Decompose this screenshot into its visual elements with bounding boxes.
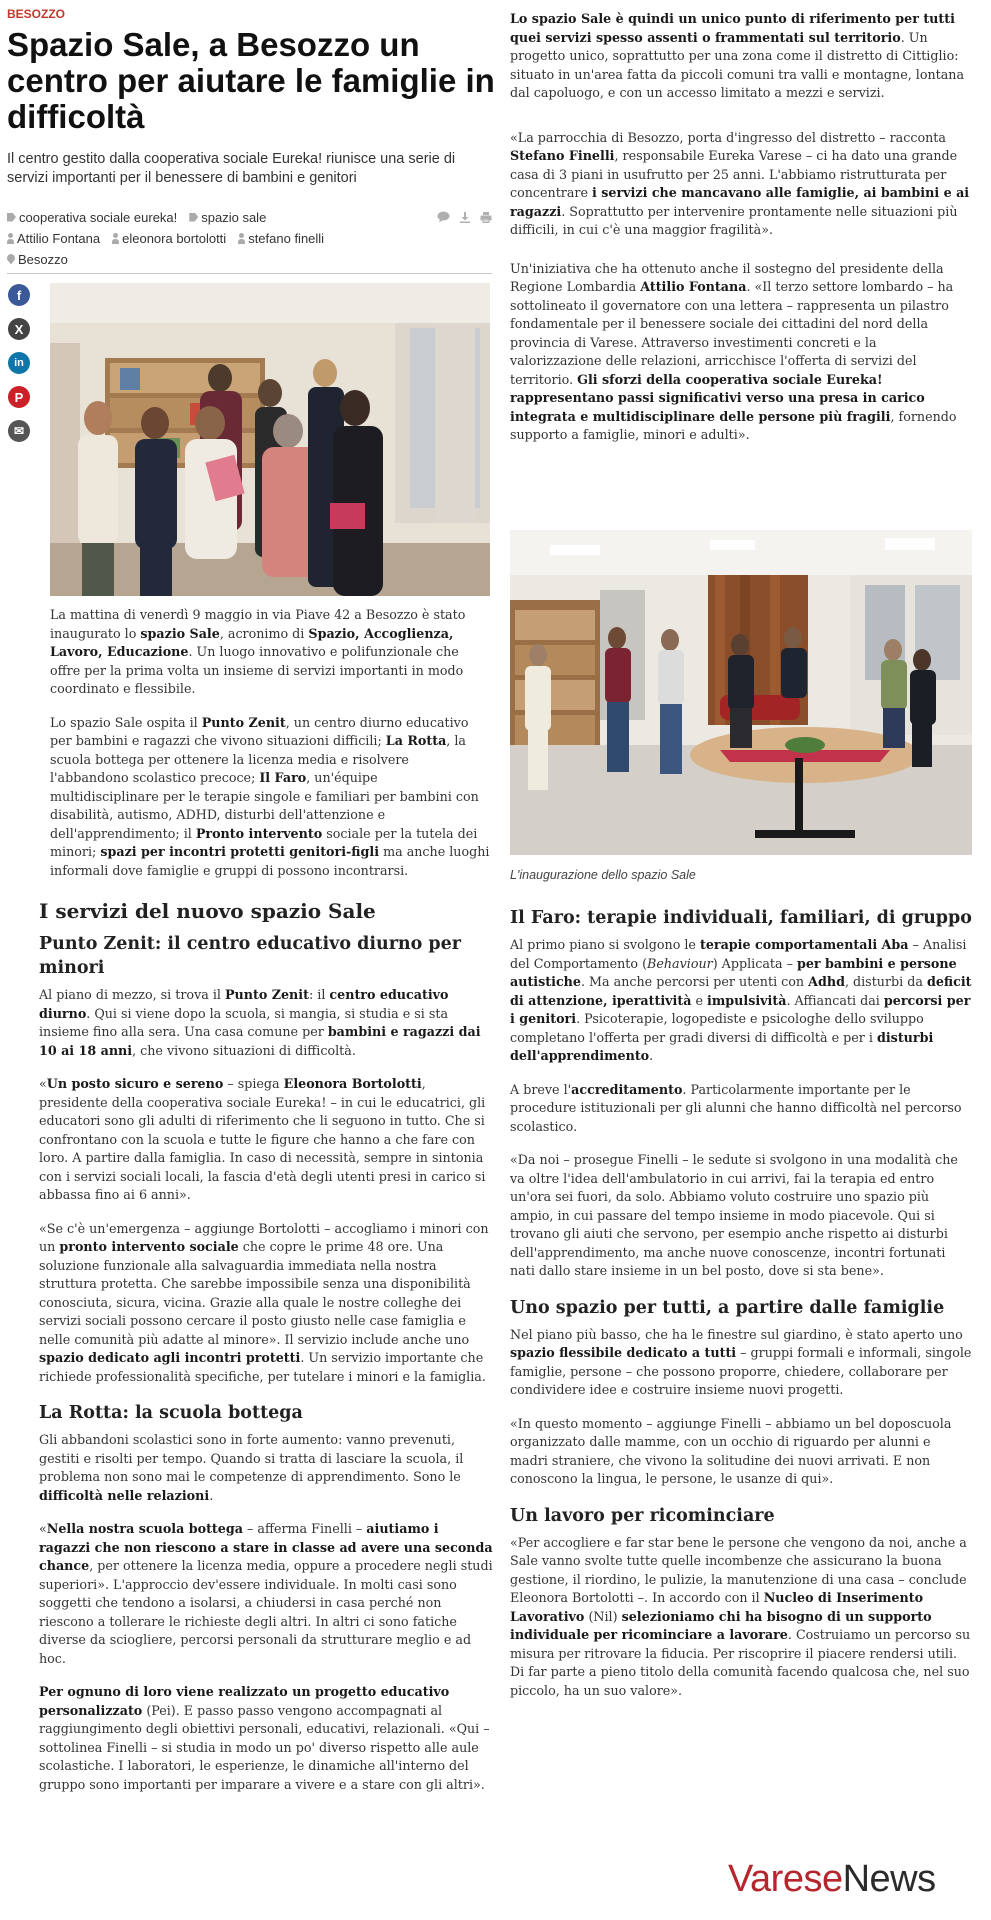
rotta-paragraph: Per ognuno di loro viene realizzato un progetto educativo personalizzato (Pei). E passo passo vengono accompagnati al raggiungimento degli obiettivi personali, educativi, relazionali. «Qui – sottolinea Finelli – si studia in modo un po' diverso rispetto alle aule scolastiche. I laboratori, le esperienze, le dinamiche all'interno del gruppo sono importanti per imparare a vivere e a stare con gli altri». [39, 1684, 490, 1792]
faro-paragraph: Al primo piano si svolgono le terapie comportamentali Aba – Analisi del Comportamento (Behaviour) Applicata – per bambini e persone autistiche. Ma anche percorsi per utenti con Adhd, disturbi da deficit di attenzione, iperattività e impulsività. Affiancati dai percorsi per i genitori. Psicoterapie, logopediste e psicologhe dello sviluppo completano l'offerta per gradi diversi di difficoltà e per i disturbi dell'apprendimento. [510, 937, 972, 1063]
person-icon [7, 233, 14, 244]
intro-paragraph: La mattina di venerdì 9 maggio in via Piave 42 a Besozzo è stato inaugurato lo spazio Sale, acronimo di Spazio, Accoglienza, Lavoro, Educazione. Un luogo innovativo e polifunzionale che offre per la prima volta un insieme di servizi importanti in modo coordinato e flessibile. [50, 607, 466, 696]
person-link[interactable]: Attilio Fontana [7, 231, 100, 246]
right-column-sections [510, 906, 972, 1715]
faro-paragraph: «Da noi – prosegue Finelli – le sedute si svolgono in una modalità che va oltre l'idea dell'ambulatorio in cui arrivi, fai la terapia ed entro un'ora sei fuori, da solo. Abbiamo voluto costruire uno spazio più ampio, in cui passare del tempo insieme in modo piacevole. Qui si trovano gli aiuti che servono, per esempio anche rispetto ai disturbi dell'apprendimento, ma anche nuove conoscenze, incontri fortunati nati dallo stare insieme in un bel posto, dove si sta bene». [510, 1152, 958, 1278]
person-link[interactable]: stefano finelli [238, 231, 324, 246]
social-share-bar [8, 284, 30, 442]
tag-icon [189, 213, 198, 222]
right-column-top [510, 10, 972, 460]
subsection-heading-lavoro: Un lavoro per ricominciare [510, 1505, 775, 1526]
tag-icon [7, 213, 16, 222]
rotta-paragraph: Gli abbandoni scolastici sono in forte aumento: vanno prevenuti, gestiti e risolti per tempo. Quando si tratta di lasciare la scuola, il problema non sono mai le competenze di apprendimento. Sono le difficoltà nelle relazioni. [39, 1432, 464, 1503]
article-meta [7, 207, 492, 269]
photo-caption: L'inaugurazione dello spazio Sale [510, 868, 696, 882]
lavoro-paragraph: «Per accogliere e far star bene le persone che vengono da noi, anche a Sale vanno svolte tutte quelle incombenze che assicurano la buona gestione, il riordino, le pulizie, la manutenzione di una casa – conclude Eleonora Bortolotti –. In accordo con il Nucleo di Inserimento Lavorativo (Nil) selezioniamo chi ha bisogno di un supporto individuale per ricominciare a lavorare. Costruiamo un percorso su misura per ritrovare la fiducia. Per riscoprire il piacere rendersi utili. Di far parte a pieno titolo della comunità facendo qualcosa che, nel suo piccolo, ha un suo valore». [510, 1534, 971, 1698]
intro-paragraph: Lo spazio Sale ospita il Punto Zenit, un centro diurno educativo per bambini e ragazzi che vivono situazioni difficili; La Rotta, la scuola bottega per ottenere la licenza media e risolvere l'abbandono scolastico precoce; Il Faro, un'équipe multidisciplinare per le terapie singole e familiari per bambini con disabilità, autismo, ADHD, disturbi dell'attenzione e dell'apprendimento; il Pronto intervento sociale per la tutela dei minori; spazi per incontri protetti genitori-figli ma anche luoghi informali dove famiglie e gruppi di possono incontrarsi. [50, 714, 490, 878]
subsection-heading-zenit: Punto Zenit: il centro educativo diurno per minori [39, 934, 461, 978]
comment-icon[interactable] [437, 211, 450, 223]
article-subtitle: Il centro gestito dalla cooperativa sociale Eureka! riunisce una serie di servizi importanti per il benessere di bambini e genitori [7, 151, 456, 186]
meta-divider [7, 273, 492, 274]
rotta-paragraph: «Nella nostra scuola bottega – afferma Finelli – aiutiamo i ragazzi che non riescono a stare in classe ad avere una seconda chance, per ottenere la licenza media, oppure a procedere negli studi superiori». L'approccio dev'essere individuale. In molti casi sono soggetti che tendono a isolarsi, a chiudersi in casa perché non riescono a tollerare le richieste degli altri. In altri ci sono fatiche diverse da sciogliere, percorsi personali da strutturare meglio e ad hoc. [39, 1521, 493, 1666]
spazio-paragraph: «In questo momento – aggiunge Finelli – abbiamo un bel doposcuola organizzato dalle mamme, con un occhio di riguardo per alunni e madri straniere, che vivono la solitudine dei nuovi arrivati. E non conoscono la lingua, le persone, le usanze di qui». [510, 1415, 952, 1486]
body-paragraph: Un'iniziativa che ha ottenuto anche il sostegno del presidente della Regione Lombardia Attilio Fontana. «Il terzo settore lombardo – ha sottolineato il governatore con una lettera – rappresenta un pilastro fondamentale per il benessere sociale dei cittadini del nord della provincia di Varese. Attraverso investimenti concreti e la valorizzazione delle relazioni, arricchisce l'offerta di servizi del territorio. Gli sforzi della cooperativa sociale Eureka! rappresentano passi significativi verso una presa in carico integrata e multidisciplinare delle persone più fragili, fornendo supporto a famiglie, minori e adulti». [510, 260, 957, 442]
subsection-heading-spazio: Uno spazio per tutti, a partire dalle famiglie [510, 1297, 945, 1318]
intro-block [50, 606, 490, 895]
pinterest-share-icon[interactable]: P [8, 386, 30, 408]
zenit-paragraph: Al piano di mezzo, si trova il Punto Zenit: il centro educativo diurno. Qui si viene dopo la scuola, si mangia, si studia e si sta insieme fino alla sera. Una casa comune per bambini e ragazzi dai 10 ai 18 anni, che vivono situazioni di difficoltà. [39, 987, 481, 1058]
download-icon[interactable] [459, 211, 471, 223]
linkedin-share-icon[interactable]: in [8, 352, 30, 374]
print-icon[interactable] [480, 211, 492, 223]
email-share-icon[interactable]: ✉ [8, 420, 30, 442]
body-paragraph: «La parrocchia di Besozzo, porta d'ingresso del distretto – racconta Stefano Finelli, responsabile Eureka Varese – ci ha dato una grande casa di 3 piani in usufrutto per 25 anni. L'abbiamo ristrutturata per concentrare i servizi che mancavano alle famiglie, ai bambini e ai ragazzi. Soprattutto per intervenire prontamente nelle situazioni più difficili, in cui c'è una maggior fragilità». [510, 129, 970, 237]
services-section [39, 898, 494, 1809]
spazio-paragraph: Nel piano più basso, che ha le finestre sul giardino, è stato aperto uno spazio flessibile dedicato a tutti – gruppi formali e informali, singole famiglie, persone – che possono proporre, chiedere, collaborare per condividere idee e costruire insieme nuovi progetti. [510, 1326, 972, 1397]
section-kicker[interactable]: BESOZZO [7, 7, 66, 21]
section-heading: I servizi del nuovo spazio Sale [39, 899, 376, 923]
body-paragraph: Lo spazio Sale è quindi un unico punto di riferimento per tutti quei servizi spesso assenti o frammentati sul territorio. Un progetto unico, soprattutto per una zona come il distretto di Cittiglio: situato in un'area fatta da piccoli comuni tra valli e montagne, lontana dal capoluogo, e con un accesso limitato a mezzi e servizi. [510, 11, 965, 100]
subsection-heading-rotta: La Rotta: la scuola bottega [39, 1403, 303, 1423]
subsection-heading-faro: Il Faro: terapie individuali, familiari, di gruppo [510, 908, 972, 928]
person-link[interactable]: eleonora bortolotti [112, 231, 226, 246]
tag-link[interactable]: cooperativa sociale eureka! [7, 210, 177, 225]
article-title: Spazio Sale, a Besozzo un centro per aiutare le famiglie in difficoltà [7, 26, 495, 135]
tag-link[interactable]: spazio sale [189, 210, 266, 225]
location-pin-icon [7, 254, 15, 265]
place-link[interactable]: Besozzo [7, 252, 68, 267]
faro-paragraph: A breve l'accreditamento. Particolarmente importante per le procedure istituzionali per gli alunni che hanno difficoltà nel percorso scolastico. [510, 1081, 962, 1134]
zenit-paragraph: «Se c'è un'emergenza – aggiunge Bortolotti – accogliamo i minori con un pronto intervento sociale che copre le prime 48 ore. Una soluzione funzionale alla salvaguardia immediata nella nostra struttura protetta. Che sarebbe impossibile senza una disponibilità conosciuta, sicura, vicina. Grazie alla quale le nostre colleghe dei servizi sociali possono cercare il posto giusto nelle case famiglia e nelle comunità più adatte al minore». Il servizio include anche uno spazio dedicato agli incontri protetti. Un servizio importante che richiede professionalità specifiche, per tutelare i minori e la famiglia. [39, 1220, 489, 1384]
article-photo-inauguration [510, 530, 972, 855]
x-share-icon[interactable]: X [8, 318, 30, 340]
article-photo-group [50, 283, 490, 596]
person-icon [238, 233, 245, 244]
facebook-share-icon[interactable]: f [8, 284, 30, 306]
varesenews-logo[interactable]: VareseNews [728, 1858, 936, 1900]
person-icon [112, 233, 119, 244]
zenit-paragraph: «Un posto sicuro e sereno – spiega Eleonora Bortolotti, presidente della cooperativa sociale Eureka! – in cui le educatrici, gli educatori sono gli adulti di riferimento che li seguono in tutto. Che si confrontano con la scuola e tutte le figure che hanno a che fare con loro. A partire dalla famiglia. In caso di necessità, sempre in sintonia con i servizi sociali locali, la fascia d'età degli utenti presi in carico si abbassa fino ai 6 anni». [39, 1076, 486, 1202]
